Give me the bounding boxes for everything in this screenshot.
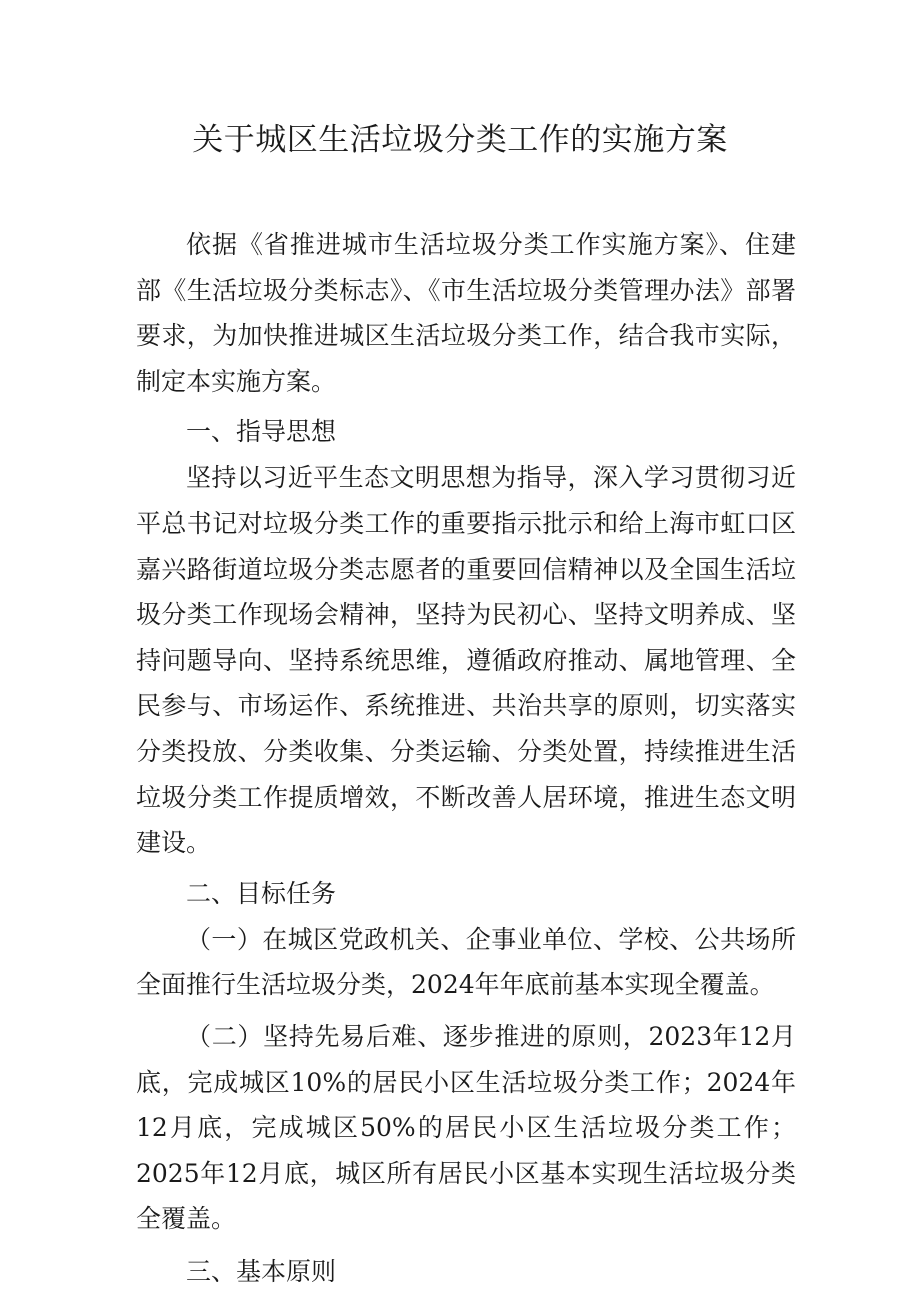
section-heading-targets: 二、目标任务: [186, 878, 337, 908]
document-body: [136, 222, 796, 1295]
document-title: 关于城区生活垃圾分类工作的实施方案: [192, 122, 728, 158]
intro-paragraph: 依据《省推进城市生活垃圾分类工作实施方案》、住建部《生活垃圾分类标志》、《市生活垃圾分类管理办法》部署要求，为加快推进城区生活垃圾分类工作，结合我市实际，制定本实施方案。: [136, 230, 796, 396]
guiding-ideology-paragraph: 坚持以习近平生态文明思想为指导，深入学习贯彻习近平总书记对垃圾分类工作的重要指示批示和给上海市虹口区嘉兴路街道垃圾分类志愿者的重要回信精神以及全国生活垃圾分类工作现场会精神，坚持为民初心、坚持文明养成、坚持问题导向、坚持系统思维，遵循政府推动、属地管理、全民参与、市场运作、系统推进、共治共享的原则，切实落实分类投放、分类收集、分类运输、分类处置，持续推进生活垃圾分类工作提质增效，不断改善人居环境，推进生态文明建设。: [136, 463, 796, 858]
target-item-1: （一）在城区党政机关、企事业单位、学校、公共场所全面推行生活垃圾分类，2024年年底前基本实现全覆盖。: [136, 924, 796, 1000]
target-item-2: （二）坚持先易后难、逐步推进的原则，2023年12月底，完成城区10%的居民小区生活垃圾分类工作；2024年12月底，完成城区50%的居民小区生活垃圾分类工作；2025年12月底，城区所有居民小区基本实现生活垃圾分类全覆盖。: [136, 1021, 796, 1234]
section-heading-basic-principles: 三、基本原则: [186, 1256, 337, 1286]
section-heading-guiding-ideology: 一、指导思想: [186, 417, 337, 447]
